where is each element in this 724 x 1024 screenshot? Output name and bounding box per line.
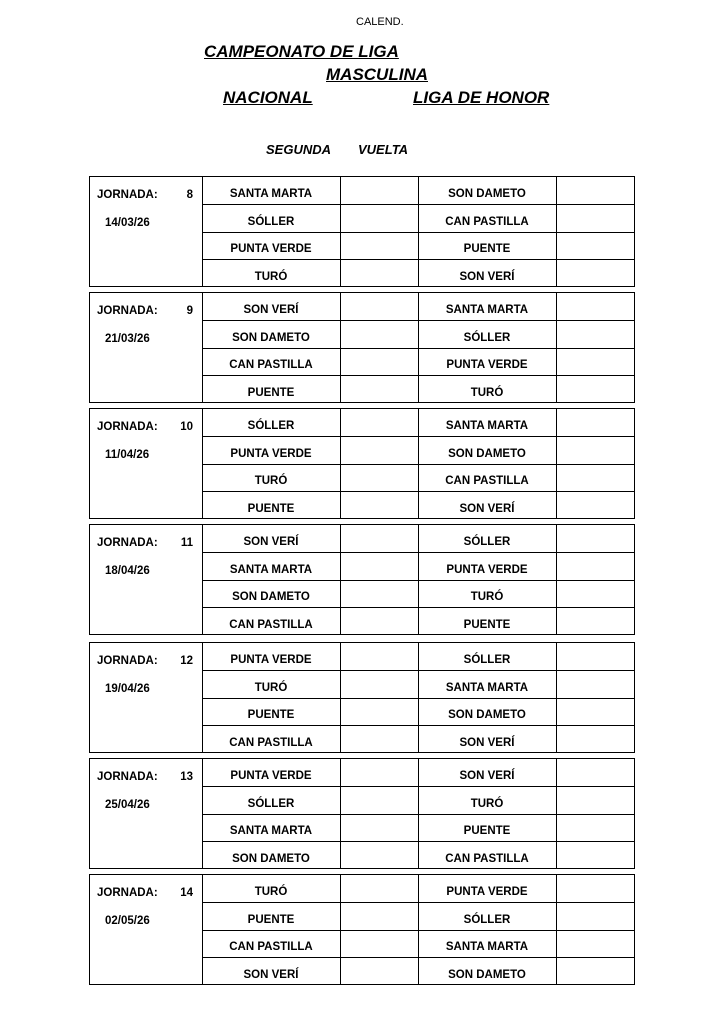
jornada-label: JORNADA:: [97, 305, 158, 317]
away-team: PUNTA VERDE: [446, 359, 528, 371]
away-team: CAN PASTILLA: [445, 475, 529, 487]
home-team: CAN PASTILLA: [229, 736, 313, 749]
away-team: SANTA MARTA: [445, 420, 529, 432]
home-team: PUENTE: [247, 709, 295, 721]
jornada-label: JORNADA:: [97, 887, 158, 899]
away-team: SON VERÍ: [459, 770, 515, 782]
away-team: CAN PASTILLA: [445, 215, 529, 228]
jornada-number: 12: [180, 655, 193, 667]
jornada-label: JORNADA:: [97, 537, 158, 549]
home-team: SÓLLER: [247, 797, 295, 810]
home-team: TURÓ: [254, 681, 288, 694]
jornada-date: 25/04/26: [105, 799, 150, 811]
jornada-date: 19/04/26: [105, 683, 150, 695]
home-team: SON DAMETO: [232, 852, 310, 865]
jornada-number: 9: [186, 305, 193, 317]
home-team: PUNTA VERDE: [230, 447, 312, 460]
away-team: SÓLLER: [463, 331, 511, 344]
home-team: PUNTA VERDE: [230, 243, 312, 255]
jornada-number: 10: [180, 421, 193, 433]
jornada-block: [89, 642, 635, 753]
home-team: TURÓ: [254, 475, 288, 487]
away-team: PUNTA VERDE: [446, 886, 528, 898]
away-team: SON DAMETO: [448, 968, 526, 981]
away-team: SON VERÍ: [459, 270, 515, 283]
jornada-date: 02/05/26: [105, 915, 150, 927]
jornada-number: 11: [180, 537, 193, 549]
away-team: PUENTE: [463, 825, 511, 837]
home-team: SON DAMETO: [232, 331, 310, 344]
jornada-number: 13: [180, 771, 193, 783]
away-team: SON VERÍ: [459, 736, 515, 749]
home-team: SANTA MARTA: [229, 563, 313, 576]
away-team: SANTA MARTA: [445, 304, 529, 316]
away-team: CAN PASTILLA: [445, 852, 529, 865]
subtitle-vuelta: VUELTA: [358, 142, 409, 157]
subtitle-segunda: SEGUNDA: [266, 142, 332, 157]
away-team: SON DAMETO: [448, 709, 526, 721]
jornada-date: 11/04/26: [105, 449, 150, 461]
away-team: PUENTE: [463, 618, 511, 631]
home-team: SON VERÍ: [243, 968, 299, 981]
away-team: SON DAMETO: [448, 188, 526, 200]
jornada-block: [89, 874, 635, 985]
home-team: SON VERÍ: [243, 536, 299, 548]
home-team: PUENTE: [247, 386, 295, 399]
jornada-block: [89, 408, 635, 519]
jornada-number: 8: [186, 189, 193, 201]
home-team: SÓLLER: [247, 420, 295, 432]
title-line-2: MASCULINA: [326, 65, 428, 84]
home-team: TURÓ: [254, 270, 288, 283]
away-team: TURÓ: [470, 797, 504, 810]
home-team: SÓLLER: [247, 215, 295, 228]
jornada-date: 21/03/26: [105, 333, 150, 345]
home-team: CAN PASTILLA: [229, 941, 313, 953]
away-team: SON VERÍ: [459, 502, 515, 515]
jornada-date: 14/03/26: [105, 217, 150, 229]
jornada-block: [89, 758, 635, 869]
title-line-1: CAMPEONATO DE LIGA: [204, 42, 399, 61]
home-team: PUNTA VERDE: [230, 654, 312, 666]
jornada-label: JORNADA:: [97, 189, 158, 201]
away-team: SANTA MARTA: [445, 941, 529, 953]
calend-label: CALEND.: [356, 16, 404, 28]
away-team: TURÓ: [470, 591, 504, 603]
away-team: SÓLLER: [463, 654, 511, 666]
home-team: TURÓ: [254, 886, 288, 898]
jornada-label: JORNADA:: [97, 771, 158, 783]
jornada-block: [89, 292, 635, 403]
home-team: SANTA MARTA: [229, 188, 313, 200]
jornada-number: 14: [180, 887, 193, 899]
away-team: SANTA MARTA: [445, 681, 529, 694]
away-team: SON DAMETO: [448, 447, 526, 460]
away-team: PUENTE: [463, 243, 511, 255]
home-team: PUENTE: [247, 502, 295, 515]
home-team: CAN PASTILLA: [229, 359, 313, 371]
away-team: SÓLLER: [463, 536, 511, 548]
jornada-label: JORNADA:: [97, 655, 158, 667]
jornada-block: [89, 176, 635, 287]
home-team: SON VERÍ: [243, 304, 299, 316]
home-team: PUENTE: [247, 913, 295, 926]
jornada-date: 18/04/26: [105, 565, 150, 577]
jornada-label: JORNADA:: [97, 421, 158, 433]
away-team: TURÓ: [470, 386, 504, 399]
jornada-block: [89, 524, 635, 635]
home-team: CAN PASTILLA: [229, 618, 313, 631]
away-team: PUNTA VERDE: [446, 563, 528, 576]
home-team: PUNTA VERDE: [230, 770, 312, 782]
home-team: SANTA MARTA: [229, 825, 313, 837]
home-team: SON DAMETO: [232, 591, 310, 603]
title-nacional: NACIONAL: [223, 88, 313, 107]
away-team: SÓLLER: [463, 913, 511, 926]
title-liga-de-honor: LIGA DE HONOR: [413, 88, 550, 107]
